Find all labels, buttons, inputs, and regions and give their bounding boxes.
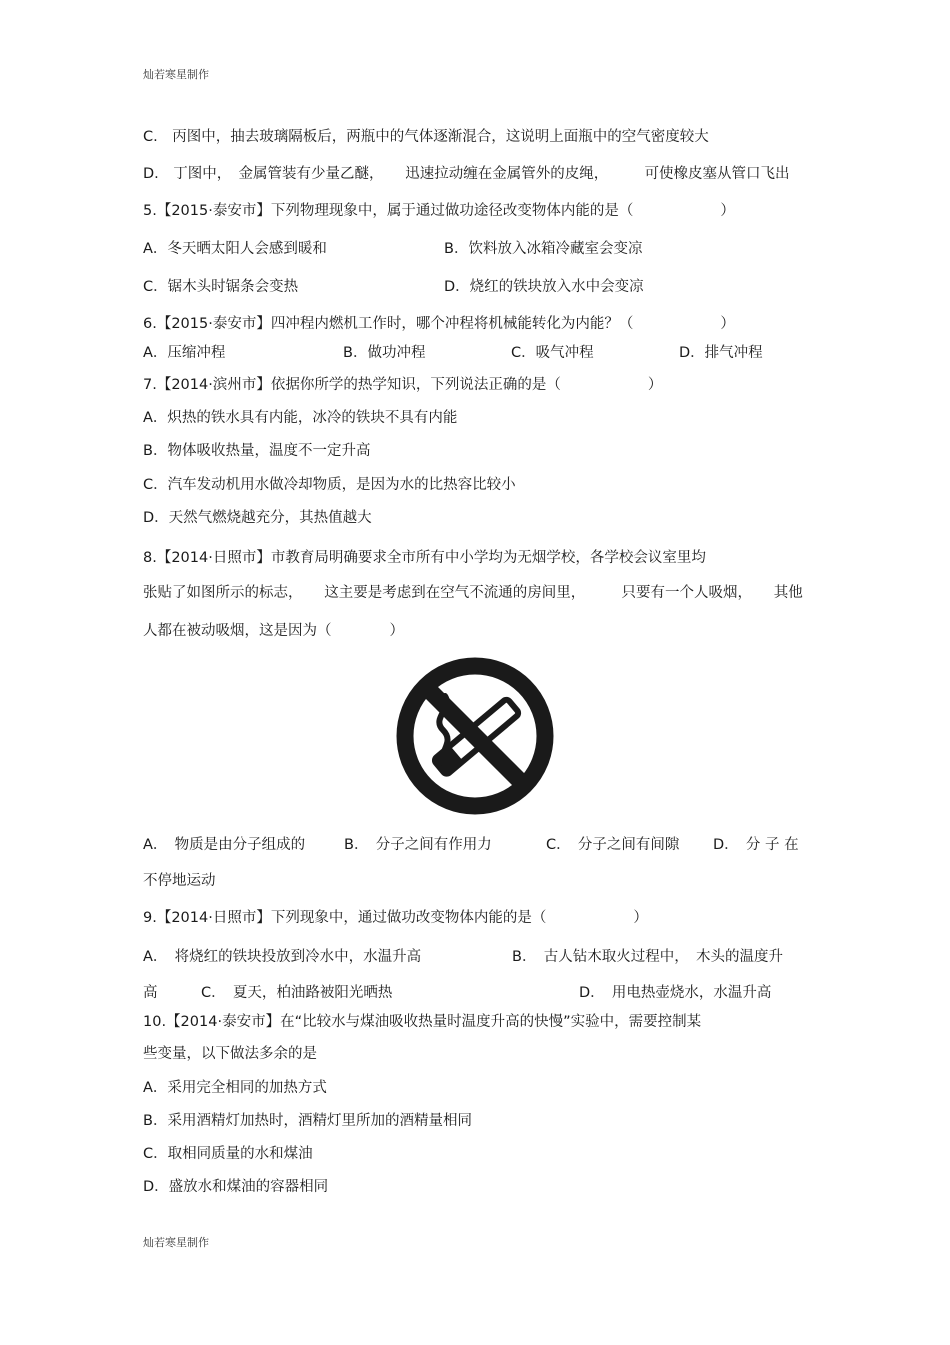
page-header: 灿若寒星制作 bbox=[143, 68, 209, 81]
page-footer: 灿若寒星制作 bbox=[143, 1236, 209, 1249]
q5-option-a: A．冬天晒太阳人会感到暖和 bbox=[143, 241, 327, 257]
q10-option-b: B．采用酒精灯加热时，酒精灯里所加的酒精量相同 bbox=[143, 1113, 472, 1129]
no-smoking-sign-icon bbox=[395, 656, 555, 816]
q7-option-d: D．天然气燃烧越充分，其热值越大 bbox=[143, 510, 372, 526]
question-9: 9.【2014·日照市】下列现象中，通过做功改变物体内能的是（ ） bbox=[143, 910, 648, 926]
q7-option-c: C．汽车发动机用水做冷却物质，是因为水的比热容比较小 bbox=[143, 477, 516, 493]
question-8-line-2: 张贴了如图所示的标志， 这主要是考虑到在空气不流通的房间里， 只要有一个人吸烟， 其他 bbox=[143, 585, 803, 601]
q8-option-b: B． 分子之间有作用力 bbox=[344, 837, 492, 853]
q9-option-d: D． 用电热壶烧水，水温升高 bbox=[579, 985, 772, 1001]
q10-option-d: D．盛放水和煤油的容器相同 bbox=[143, 1179, 329, 1195]
option-c-prev: C. 丙图中，抽去玻璃隔板后，两瓶中的气体逐渐混合，这说明上面瓶中的空气密度较大 bbox=[143, 129, 709, 145]
q6-option-b: B．做功冲程 bbox=[343, 345, 426, 361]
q5-option-d: D．烧红的铁块放入水中会变凉 bbox=[444, 279, 644, 295]
q7-option-a: A．炽热的铁水具有内能，冰冷的铁块不具有内能 bbox=[143, 410, 458, 426]
q8-option-d: D． 分 子 在 bbox=[713, 837, 799, 853]
q9-option-a: A． 将烧红的铁块投放到冷水中，水温升高 bbox=[143, 949, 422, 965]
q9-option-c: C． 夏天，柏油路被阳光晒热 bbox=[201, 985, 393, 1001]
question-8-line-1: 8.【2014·日照市】市教育局明确要求全市所有中小学均为无烟学校，各学校会议室里均 bbox=[143, 550, 706, 566]
q5-option-c: C．锯木头时锯条会变热 bbox=[143, 279, 299, 295]
q7-option-b: B．物体吸收热量，温度不一定升高 bbox=[143, 443, 371, 459]
q5-option-b: B．饮料放入冰箱冷藏室会变凉 bbox=[444, 241, 643, 257]
q9-option-b-cont: 高 bbox=[143, 985, 158, 1001]
q6-option-d: D．排气冲程 bbox=[679, 345, 763, 361]
q10-option-a: A．采用完全相同的加热方式 bbox=[143, 1080, 327, 1096]
q8-option-d-cont: 不停地运动 bbox=[143, 873, 216, 889]
q6-option-a: A．压缩冲程 bbox=[143, 345, 226, 361]
question-10-line-1: 10.【2014·泰安市】在“比较水与煤油吸收热量时温度升高的快慢”实验中，需要控制某 bbox=[143, 1014, 702, 1030]
q10-option-c: C．取相同质量的水和煤油 bbox=[143, 1146, 313, 1162]
q8-option-a: A． 物质是由分子组成的 bbox=[143, 837, 306, 853]
q6-option-c: C．吸气冲程 bbox=[511, 345, 594, 361]
question-8-line-3: 人都在被动吸烟，这是因为（ ） bbox=[143, 623, 404, 639]
question-10-line-2: 些变量，以下做法多余的是 bbox=[143, 1046, 317, 1062]
question-5: 5.【2015·泰安市】下列物理现象中，属于通过做功途径改变物体内能的是（ ） bbox=[143, 203, 735, 219]
question-7: 7.【2014·滨州市】依据你所学的热学知识，下列说法正确的是（ ） bbox=[143, 377, 663, 393]
q8-option-c: C． 分子之间有间隙 bbox=[546, 837, 680, 853]
option-d-prev: D. 丁图中， 金属管装有少量乙醚， 迅速拉动缠在金属管外的皮绳， 可使橡皮塞从管口飞出 bbox=[143, 166, 790, 182]
question-6: 6.【2015·泰安市】四冲程内燃机工作时，哪个冲程将机械能转化为内能？（ ） bbox=[143, 316, 735, 332]
q9-option-b: B． 古人钻木取火过程中， 木头的温度升 bbox=[512, 949, 783, 965]
